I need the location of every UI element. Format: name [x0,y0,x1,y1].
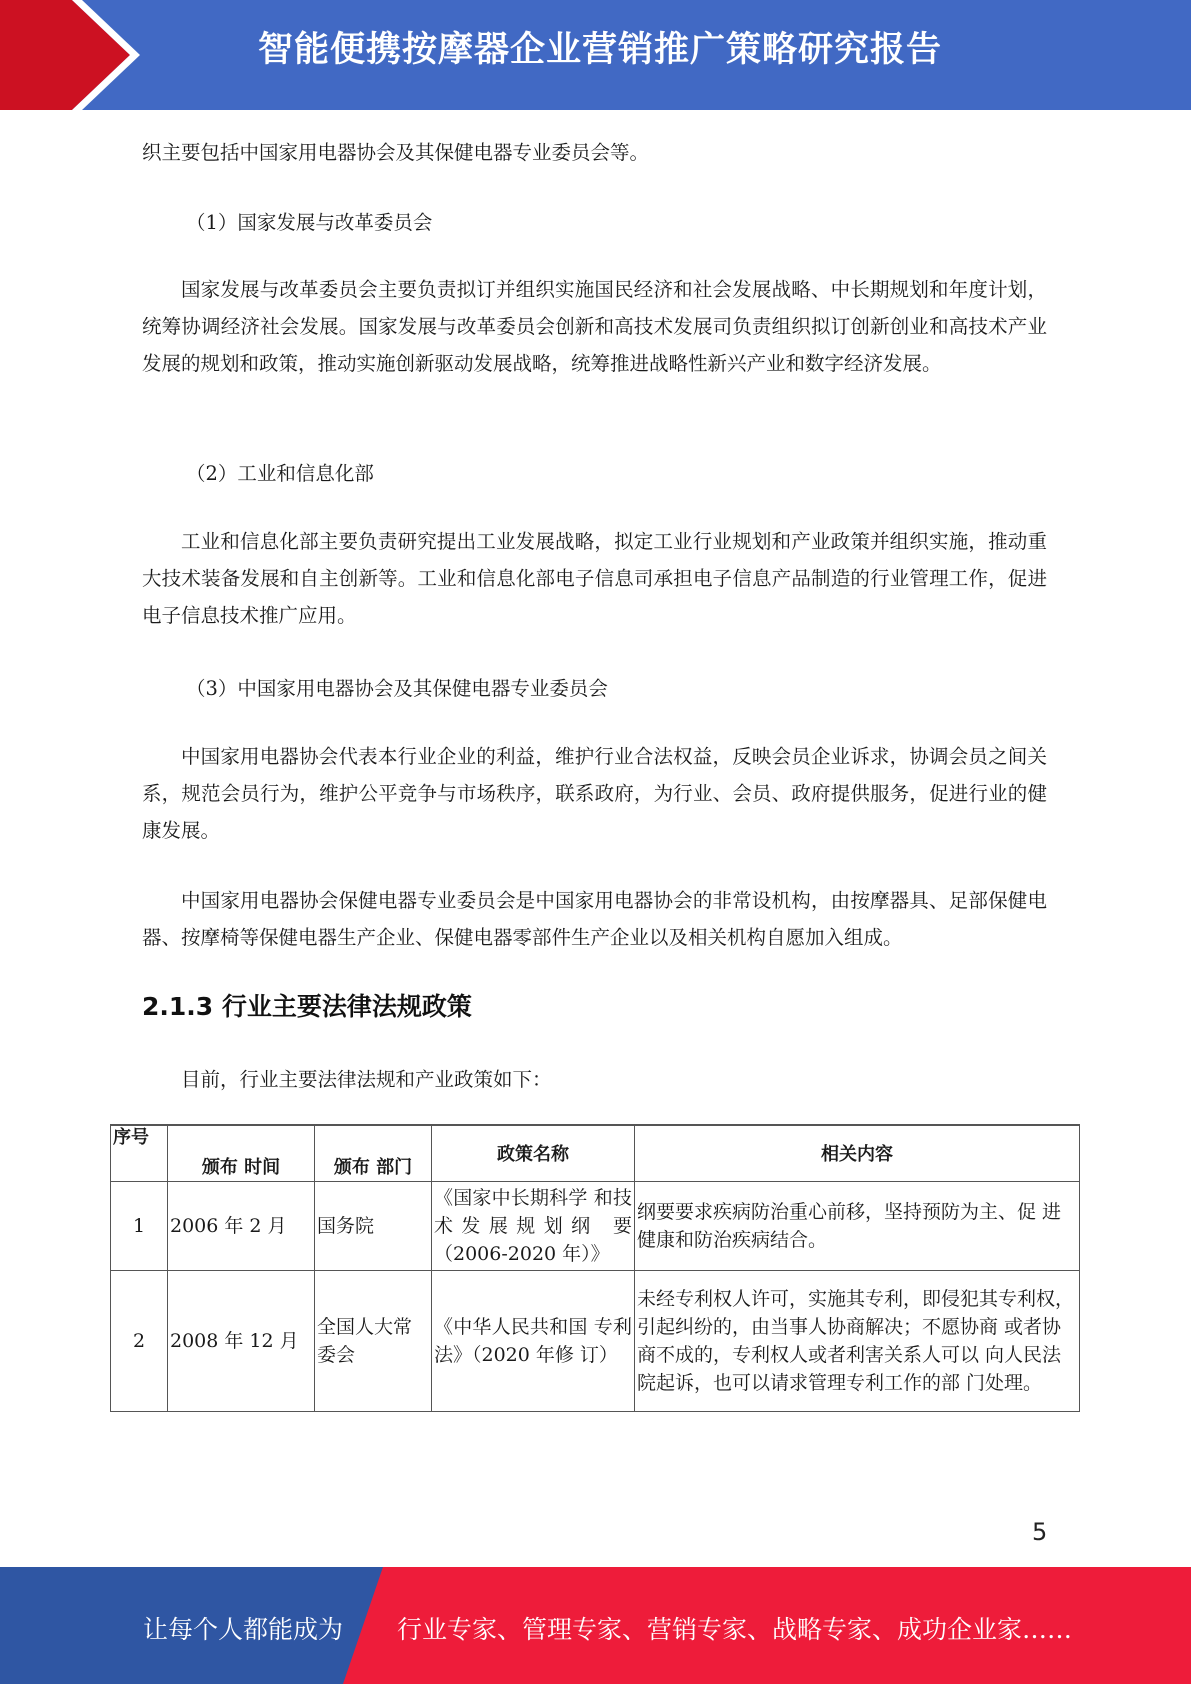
footer-slogan-left: 让每个人都能成为 [143,1615,344,1644]
subsection-3-title: （3）中国家用电器协会及其保健电器专业委员会 [186,677,608,700]
subsection-3-text-2: 中国家用电器协会保健电器专业委员会是中国家用电器协会的非常设机构，由按摩器具、足部保健电器、按摩椅等保健电器生产企业、保健电器零部件生产企业以及相关机构自愿加入组成。 [142,889,1047,949]
header-policy-name: 政策名称 [432,1125,635,1181]
table-header-row [111,1125,1080,1181]
policy-table [110,1124,1080,1412]
cell-no: 1 [111,1181,168,1270]
section-intro: 目前，行业主要法律法规和产业政策如下： [181,1068,552,1091]
cell-content: 未经专利权人许可，实施其专利，即侵犯其专利权，引起纠纷的，由当事人协商解决；不愿协商 或者协商不成的，专利权人或者利害关系人可以 向人民法院起诉，也可以请求管理专利工作的部 门处理。 [635,1270,1080,1411]
header-date: 颁布 时间 [168,1125,315,1181]
cell-policy-name: 《中华人民共和国 专利法》（2020 年修 订） [432,1270,635,1411]
header-content: 相关内容 [635,1125,1080,1181]
cell-dept: 国务院 [315,1181,432,1270]
cell-date: 2008 年 12 月 [168,1270,315,1411]
subsection-2-text: 工业和信息化部主要负责研究提出工业发展战略，拟定工业行业规划和产业政策并组织实施，推动重大技术装备发展和自主创新等。工业和信息化部电子信息司承担电子信息产品制造的行业管理工作，促进电子信息技术推广应用。 [142,530,1047,627]
cell-content: 纲要要求疾病防治重心前移，坚持预防为主、促 进健康和防治疾病结合。 [635,1181,1080,1270]
header-no: 序号 [111,1125,168,1181]
cell-no: 2 [111,1270,168,1411]
subsection-1-title: （1）国家发展与改革委员会 [186,211,433,234]
subsection-3-text-1: 中国家用电器协会代表本行业企业的利益，维护行业合法权益，反映会员企业诉求，协调会员之间关系，规范会员行为，维护公平竞争与市场秩序，联系政府，为行业、会员、政府提供服务，促进行业的健康发展。 [142,745,1047,842]
subsection-2-title: （2）工业和信息化部 [186,462,374,485]
table-row [111,1181,1080,1270]
red-chevron-decoration [0,0,150,110]
page-header [0,0,1191,110]
header-dept: 颁布 部门 [315,1125,432,1181]
cell-policy-name: 《国家中长期科学 和技术发展规划纲 要（2006-2020 年）》 [432,1181,635,1270]
footer-slogan-right: 行业专家、管理专家、营销专家、战略专家、成功企业家…… [397,1615,1073,1644]
page-footer [0,1567,1191,1684]
cell-date: 2006 年 2 月 [168,1181,315,1270]
subsection-1-text: 国家发展与改革委员会主要负责拟订并组织实施国民经济和社会发展战略、中长期规划和年度计划，统筹协调经济社会发展。国家发展与改革委员会创新和高技术发展司负责组织拟订创新创业和高技术产业发展的规划和政策，推动实施创新驱动发展战略，统筹推进战略性新兴产业和数字经济发展。 [142,278,1047,375]
report-title: 智能便携按摩器企业营销推广策略研究报告 [258,30,943,70]
cell-dept: 全国人大常委会 [315,1270,432,1411]
page-number: 5 [1032,1518,1048,1546]
table-row [111,1270,1080,1411]
section-heading: 2.1.3 行业主要法律法规政策 [142,992,472,1021]
intro-continuation: 织主要包括中国家用电器协会及其保健电器专业委员会等。 [142,141,650,164]
